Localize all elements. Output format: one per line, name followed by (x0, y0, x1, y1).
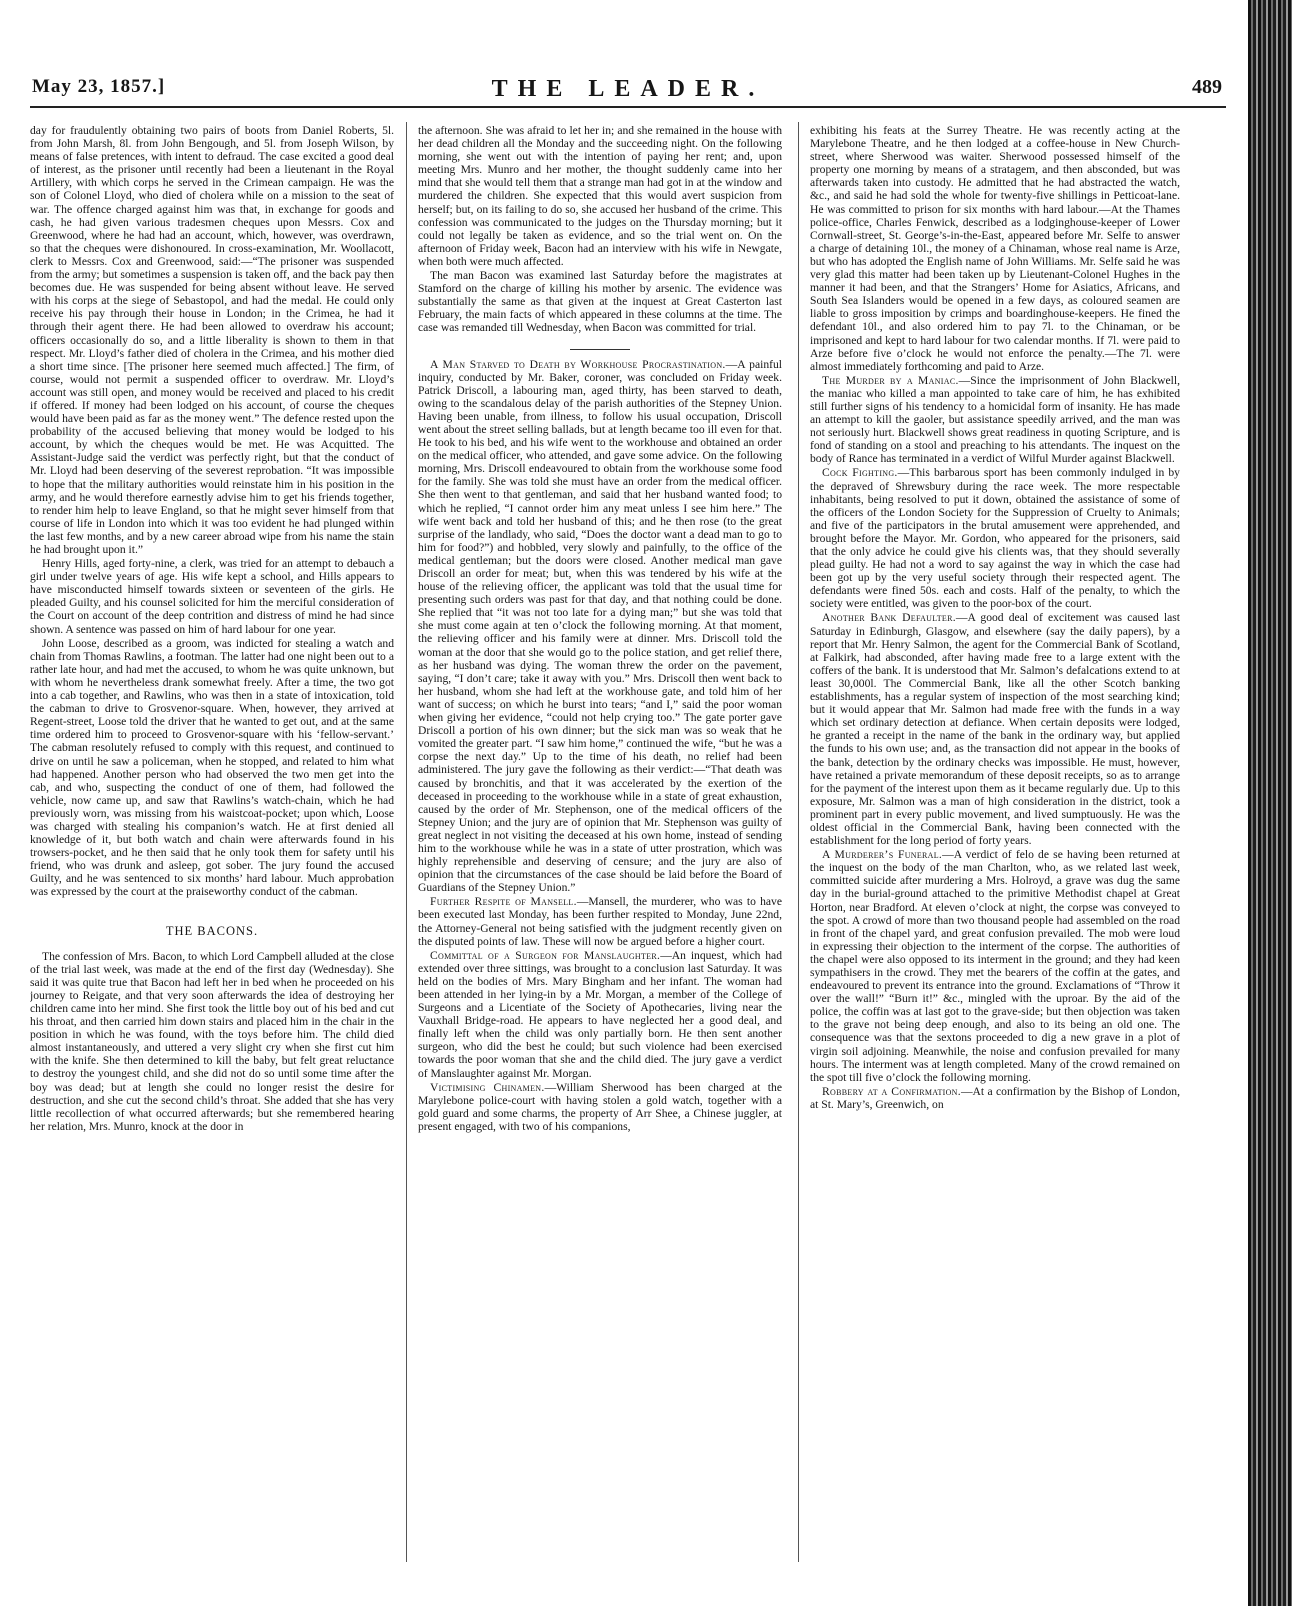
issue-date: May 23, 1857.] (32, 76, 166, 97)
article-headline: A Man Starved to Death by Workhouse Procrastination. (430, 357, 726, 371)
article-headline: Further Respite of Mansell. (430, 895, 577, 909)
column-2 (418, 124, 782, 1562)
column-divider (406, 122, 407, 1562)
masthead (30, 76, 1226, 108)
article-text: —A painful inquiry, conducted by Mr. Baker, coroner, was concluded on Friday week. Patrick Driscoll, a labouring man, aged thirty, has been starved to death, owing to the scandalous delay of the parish authorities of the Stepney Union. Having been unable, from illness, to follow his usual occupation, Driscoll went about the street selling ballads, but at length became too ill even for that. He took to his bed, and his wife went to the workhouse and obtained an order on the medical officer, who attended, and gave some advice. On the following morning, Mrs. Driscoll endeavoured to obtain from the workhouse some food for the family. She was told she must have an order from the medical officer. She then went to that gentleman, and said that her husband wanted food; to which he replied, “I cannot order him any meat unless I see him here.” The wife went back and told her husband of this; and he then rose (to the great surprise of the landlady, who said, “Does the doctor want a dead man to go to him for food?”) and hobbled, very slowly and painfully, to the office of the medical gentleman; but the doors were closed. Another medical man gave Driscoll an order for meat; but, when this was tendered by his wife at the house of the relieving officer, the applicant was told that the usual time for presenting such orders was past for that day, and that nothing could be done. She replied that “it was not too late for a dying man;” but she was told that she must come again at ten o’clock the following morning. At that moment, the relieving officer and his family were at dinner. Mrs. Driscoll told the woman at the door that she would go to the police station, and get relief there, as her husband was dying. The woman threw the order on the pavement, saying, “I don’t care; take it away with you.” Mrs. Driscoll then went back to her husband, whom she had left at the workhouse gate, and told him of her want of success; on which he burst into tears; “and I,” said the poor woman when giving her evidence, “could not help crying too.” The gate porter gave Driscoll a portion of his own dinner; but the sick man was so weak that he vomited the greater part. “I saw him home,” continued the wife, “but he was a corpse the next day.” Up to the time of his death, no relief had been administered. The jury gave the following as their verdict:—“That death was caused by bronchitis, and that it was accelerated by the exertion of the deceased in proceeding to the workhouse while in a state of great exhaustion, caused by the order of Mr. Stephenson, one of the medical officers of the Stepney Union; and the jury are of opinion that Mr. Stephenson was guilty of great neglect in not visiting the deceased at his own home, instead of sending him to the workhouse while he was in a state of utter prostration, which was highly reprehensible and deserving of censure; and the jury are also of opinion that the circumstances of the case should be laid before the Board of Guardians of the Stepney Union.” (418, 357, 782, 895)
column-3 (810, 124, 1180, 1562)
article-text: Henry Hills, aged forty-nine, a clerk, was tried for an attempt to debauch a girl under twelve years of age. His wife kept a school, and Hills appears to have misconducted himself towards sixteen or seventeen of the girls. He pleaded Guilty, and his counsel solicited for him the merciful consideration of the Court on account of the deep contrition and distress of mind he had since shown. A sentence was passed on him of hard labour for one year. (30, 557, 394, 636)
article-text: The confession of Mrs. Bacon, to which Lord Campbell alluded at the close of the trial last week, was made at the end of the first day (Wednesday). She said it was quite true that Bacon had left her in bed when he proceeded on his journey to Reigate, and that very soon afterwards the idea of destroying her children came into her mind. She first took the little boy out of his bed and cut his throat, and then carried him down stairs and placed him in the chair in the position in which he was found, with the toys before him. The child died almost instantaneously, and uttered a very slight cry when she first cut him with the knife. She then determined to kill the baby, but felt great reluctance to destroy the youngest child, and she did not do so until some time after the boy was dead; but at length she could no longer resist the desire for destruction, and she cut the second child’s throat. She added that she has very little recollection of what occurred afterwards; but she remembered hearing her relation, Mrs. Munro, knock at the door in (30, 949, 394, 1133)
binding-gutter (1248, 0, 1292, 1606)
article-paragraph (418, 895, 782, 947)
article-text: —A verdict of felo de se having been returned at the inquest on the body of the man Charlton, who, as we related last week, committed suicide after murdering a Mrs. Holroyd, a grave was dug the same day in the burial-ground attached to the primitive Methodist chapel at Great Horton, near Bradford. At eleven o’clock at night, the corpse was conveyed to the spot. A crowd of more than two thousand people had assembled on the road in front of the chapel yard, and great confusion prevailed. The mob were loud in expressing their objection to the interment of the corpse. The authorities of the chapel were also opposed to its interment in the ground; and they had keen sympathisers in the crowd. They met the bearers of the coffin at the gates, and endeavoured to prevent its entrance into the ground. Exclamations of “Throw it over the wall!” “Burn it!” &c., mingled with the uproar. By the aid of the police, the coffin was at last got to the grave-side; but then objection was taken to the grave not being deep enough, and also to its being an old one. The consequence was that the sextons proceeded to dig a new grave in a plot of virgin soil adjoining. Meanwhile, the noise and confusion prevailed for many hours. The interment was at length completed. Many of the crowd remained on the spot till five o’clock the following morning. (810, 848, 1180, 1084)
article-paragraph (418, 949, 782, 1080)
article-text: —This barbarous sport has been commonly indulged in by the depraved of Shrewsbury during the race week. The more respectable inhabitants, being resolved to put it down, obtained the assistance of some of the officers of the London Society for the Suppression of Cruelty to Animals; and five of the participators in the brutal amusement were apprehended, and brought before the Mayor. Mr. Gordon, who appeared for the prisoners, said that the only advice he could give his clients was, that they should severally plead guilty. He had not a word to say against the way in which the case had been got up by the very useful society through their respected agent. The defendants were fined 50s. each and costs. Half of the penalty, to which the society were entitled, was given to the poor-box of the court. (810, 466, 1180, 611)
article-headline: Robbery at a Confirmation. (822, 1084, 961, 1098)
article-headline: Committal of a Surgeon for Manslaughter. (430, 948, 661, 962)
article-paragraph (418, 269, 782, 334)
article-headline: Another Bank Defaulter. (822, 611, 956, 625)
article-headline: A Murderer’s Funeral. (822, 848, 943, 862)
article-paragraph (418, 1081, 782, 1133)
section-rule (570, 349, 630, 350)
section-heading: THE BACONS. (165, 923, 259, 938)
article-headline: Victimising Chinamen. (430, 1080, 545, 1094)
article-text: —Mansell, the murderer, who was to have been executed last Monday, has been further respited to Monday, June 22nd, the Attorney-General not being satisfied with the judgment recently given on the disputed points of law. These will now be argued before a higher court. (418, 895, 782, 948)
article-text: —An inquest, which had extended over three sittings, was brought to a conclusion last Saturday. It was held on the bodies of Mrs. Mary Bingham and her infant. The woman had been attended in her lying-in by a Mr. Morgan, a member of the College of Surgeons and a Licentiate of the Society of Apothecaries, living near the Vauxhall Bridge-road. He appears to have neglected her a good deal, and finally left when the child was only partially born. He then sent another surgeon, who did the best he could; but such violence had been exercised towards the poor woman that she and the child died. The jury gave a verdict of Manslaughter against Mr. Morgan. (418, 948, 782, 1080)
column-1 (30, 124, 394, 1562)
article-paragraph (810, 1085, 1180, 1111)
article-text: The man Bacon was examined last Saturday before the magistrates at Stamford on the charge of killing his mother by arsenic. The evidence was substantially the same as that given at the inquest at Great Casterton last February, the main facts of which appeared in these columns at the time. The case was remanded till Wednesday, when Bacon was committed for trial. (418, 269, 782, 335)
article-paragraph (810, 124, 1180, 373)
article-text: —At a confirmation by the Bishop of London, at St. Mary’s, Greenwich, on (810, 1084, 1180, 1111)
article-paragraph (810, 611, 1180, 847)
article-paragraph (30, 557, 394, 636)
article-paragraph (418, 358, 782, 895)
article-text: John Loose, described as a groom, was indicted for stealing a watch and chain from Thomas Rawlins, a footman. The latter had one night been out to a rather late hour, and had met the accused, to whom he was quite unknown, but with whom he nevertheless drank somewhat freely. After a time, the two got into a cab together, and Rawlins, who was then in a state of intoxication, told the cabman to drive to Grosvenor-square. When, however, they arrived at Regent-street, Loose told the driver that he wanted to get out, and at the same time ordered him to proceed to Grosvenor-square with his ‘fellow-servant.’ The cabman resolutely refused to comply with this request, and continued to drive on until he saw a policeman, when he stopped, and related to him what had happened. Another person who had observed the two men get into the cab, and who, suspecting the conduct of one of them, had followed the vehicle, now came up, and saw that Rawlins’s watch-chain, which he had previously worn, was missing from his waistcoat-pocket; upon which, Loose was charged with stealing his companion’s watch. He at first denied all knowledge of it, but both watch and chain were afterwards found in his trowsers-pocket, and he then said that he only took them for safety until his friend, who was drunk and asleep, got sober. The jury found the accused Guilty, and he was sentenced to six months’ hard labour. Much approbation was expressed by the court at the praiseworthy conduct of the cabman. (30, 636, 394, 899)
article-text: the afternoon. She was afraid to let her in; and she remained in the house with her dead children all the Monday and the succeeding night. On the following morning, she went out with the intention of paying her rent; and, upon meeting Mrs. Munro and her mother, the thought suddenly came into her mind that she would tell them that a strange man had got in at the window and murdered the children. She expected that this would avert suspicion from herself; but, on its failing to do so, she accused her husband of the crime. This confession was communicated to the judges on the Thursday morning; but it could not legally be taken as evidence, and so the trial went on. On the afternoon of Friday week, Bacon had an interview with his wife in Newgate, when both were much affected. (418, 124, 782, 268)
article-text: —Since the imprisonment of John Blackwell, the maniac who killed a man appointed to take care of him, he has exhibited still further signs of his tendency to a homicidal form of insanity. He has made an attempt to kill the gaoler, but assistance speedily arrived, and the man was not seriously hurt. Blackwell shows great readiness in quoting Scripture, and is fond of standing on a stool and preaching to his attendants. The inquest on the body of Rance has terminated in a verdict of Wilful Murder against Blackwell. (810, 373, 1180, 466)
article-paragraph (810, 374, 1180, 466)
article-paragraph (30, 950, 394, 1133)
article-text: day for fraudulently obtaining two pairs of boots from Daniel Roberts, 5l. from John Marsh, 8l. from John Bengough, and 5l. from Joseph Wilson, by means of false pretences, with intent to defraud. The case excited a good deal of interest, as the prisoner until recently had been a lieutenant in the Royal Artillery, with which corps he served in the Crimean campaign. He was the son of Colonel Lloyd, who died of cholera while on a mission to the seat of war. The offence charged against him was that, in exchange for goods and cash, he had given various tradesmen cheques upon Messrs. Cox and Greenwood, where he had had an account, which, however, was overdrawn, so that the cheques were dishonoured. In cross-examination, Mr. Woollacott, clerk to Messrs. Cox and Greenwood, said:—“The prisoner was suspended from the army; but sometimes a suspension is taken off, and the back pay then becomes due. He was suspended for being absent without leave. He served with his corps at the siege of Sebastopol, and had the medal. He could only receive his pay through their house in London; in the Crimea, he had it through their agent there. He had been allowed to overdraw his account; officers occasionally do so, and a little liberality is shown to them in that respect. Mr. Lloyd’s father died of cholera in the Crimea, and his mother died a short time since. [The prisoner here seemed much affected.] The firm, of course, would not permit a suspended officer to overdraw. Mr. Lloyd’s account was still open, and money would be received and placed to his credit if offered. If money had been lodged on his account, of course the cheques would have been paid as far as the money went.” The defence rested upon the probability of the accused believing that money would be lodged to his account, by which the cheques would be met. He was Acquitted. The Assistant-Judge said the verdict was perfectly right, but that the conduct of Mr. Lloyd had been deserving of the severest reprobation. “It was impossible to hope that the military authorities would reinstate him in his position in the army, and he would therefore earnestly advise him to get his friends together, to render him help to leave England, so that he might sever himself from that course of life in London into which it was too evident he had plunged within the last few months, and by a new career abroad wipe from his name the stain he had brought upon it.” (30, 124, 394, 556)
article-paragraph (30, 637, 394, 899)
article-headline: Cock Fighting. (822, 466, 898, 480)
newspaper-title: THE LEADER. (491, 76, 765, 102)
article-paragraph (418, 124, 782, 268)
article-text: exhibiting his feats at the Surrey Theatre. He was recently acting at the Marylebone Theatre, and he then lodged at a coffee-house in New Church-street, where Sherwood was waiter. Sherwood possessed himself of the property one morning by means of a stratagem, and then absconded, but was afterwards taken into custody. He admitted that he had abstracted the watch, &c., and said he had sold the whole for twenty-five shillings in Petticoat-lane. He was committed to prison for six months with hard labour.—At the Thames police-office, Charles Fenwick, described as a lodginghouse-keeper of Lower Cornwall-street, St. George’s-in-the-East, appeared before Mr. Selfe to answer a charge of detaining 10l., the money of a Chinaman, whose real name is Arze, but who has adopted the English name of John Williams. Mr. Selfe said he was very glad this matter had been taken up by Lieutenant-Colonel Hughes in the manner it had been, and that the Strangers’ Home for Asiatics, Africans, and South Sea Islanders would be opened in a few days, as coloured seamen are liable to gross imposition by crimps and boardinghouse-keepers. He fined the defendant 10l., and also ordered him to pay 7l. to the Chinaman, or be imprisoned and kept to hard labour for two calendar months. If 7l. were paid to Arze before five o’clock he would not enforce the penalty.—The 7l. were almost immediately forthcoming and paid to Arze. (810, 124, 1180, 373)
article-paragraph (30, 124, 394, 556)
article-paragraph (810, 848, 1180, 1084)
column-divider (798, 122, 799, 1562)
article-paragraph (810, 466, 1180, 610)
article-text: —A good deal of excitement was caused last Saturday in Edinburgh, Glasgow, and elsewhere (say the daily papers), by a report that Mr. Henry Salmon, the agent for the Commercial Bank of Scotland, at Falkirk, had absconded, after having made free to a large extent with the coffers of the bank. It is understood that Mr. Salmon’s defalcations extend to at least 30,000l. The Commercial Bank, like all the other Scotch banking establishments, has a regular system of inspection of the most searching kind; but it would appear that Mr. Salmon had made free with the funds in a way which set ordinary detection at defiance. When certain deposits were lodged, he granted a receipt in the name of the bank in the ordinary way, but applied the funds to his own use; and, as the transaction did not appear in the books of the bank, detection by the ordinary checks was impossible. He must, however, have retained a private memorandum of these deposit receipts, so as to arrange for the payment of the interest upon them as it became regularly due. Up to this exposure, Mr. Salmon was a man of high consideration in the district, took a prominent part in every public movement, and lived sumptuously. He was the oldest official in the Commercial Bank, having been connected with the establishment for the long period of forty years. (810, 611, 1180, 848)
article-headline: The Murder by a Maniac. (822, 373, 959, 387)
page-number: 489 (1192, 76, 1222, 98)
article-text: —William Sherwood has been charged at the Marylebone police-court with having stolen a gold watch, together with a gold guard and some charms, the property of Arr Shee, a Chinese juggler, at present engaged, with two of his companions, (418, 1080, 782, 1133)
